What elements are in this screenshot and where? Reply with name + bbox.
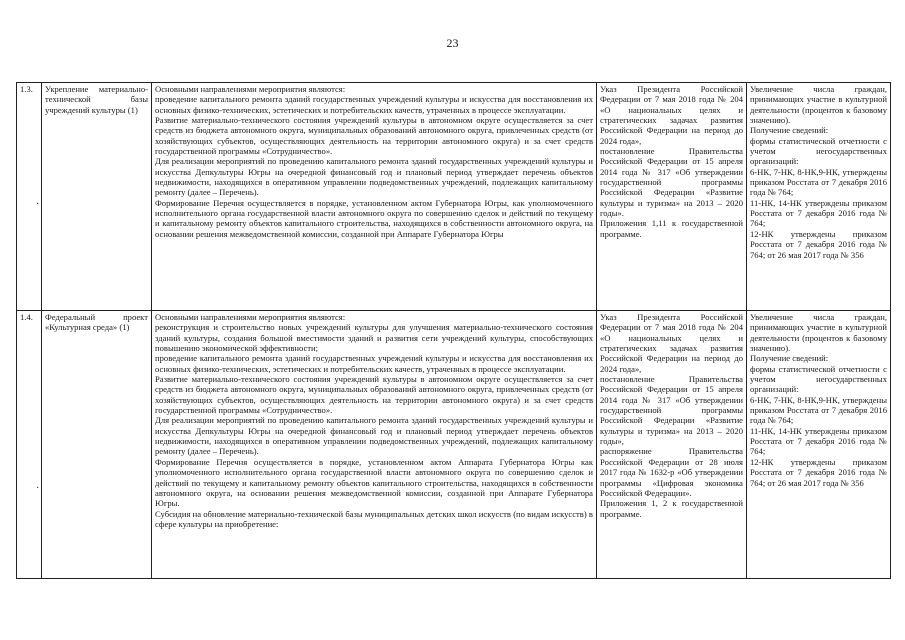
row-number: 1.4. — [17, 311, 42, 579]
measure-name: Федеральный проект «Культурная среда» (1) — [42, 311, 152, 579]
directions-paragraph: Основными направлениями мероприятия являются: — [155, 312, 346, 322]
indicator-paragraph: формы статистической отчетности с учетом негосударственных организаций: — [750, 363, 887, 395]
indicator-paragraph: 11-НК, 14-НК утверждены приказом Росстата от 7 декабря 2016 года № 764; — [750, 197, 887, 229]
document-paragraph: постановление Правительства Российской Федерации от 15 апреля 2014 года № 317 «Об утверждении государственной программы Российской Федерации «Развитие культуры и туризма» на 2013 – 2020 годы», — [600, 374, 743, 447]
directions-paragraph: Развитие материально-технического состояния учреждений культуры в автономном округе осуществляется за счет средств из бюджета автономного округа, муниципальных образований автономного округа, привлеченных средств (от хозяйствующих субъектов, осуществляющих деятельность на территории автономного округа) и за счет средств государственной программы «Сотрудничество». — [155, 115, 593, 157]
directions-paragraph: реконструкция и строительство новых учреждений культуры для улучшения материально-технического состояния зданий культуры, создания большой вместимости зданий и развития сети учреждений культуры, способствующих повышению экономической эффективности; — [155, 322, 593, 354]
indicator-paragraph: Получение сведений: — [750, 125, 829, 136]
directions-paragraph: Развитие материально-технического состояния учреждений культуры в автономном округе осуществляется за счет средств из бюджета автономного округа, муниципальных образований автономного округа, привлеченных средств (от хозяйствующих субъектов, осуществляющих деятельность на территории автономного округа) и за счет средств государственной программы «Сотрудничество». — [155, 374, 593, 416]
page-number: 23 — [446, 36, 459, 50]
directions-paragraph: проведение капитального ремонта зданий государственных учреждений культуры и искусства для восстановления их основных физико-технических, эстетических и потребительских качеств, утраченных в процессе эксплуатации. — [155, 353, 593, 374]
directions-paragraph: Для реализации мероприятий по проведению капитального ремонта зданий государственных учреждений культуры и искусства Депкультуры Югры на очередной финансовый год и плановый период утверждает перечень объектов недвижимости, находящихся в оперативном управлении подведомственных учреждений, подлежащих капитальному ремонту (далее – Перечень). — [155, 415, 593, 457]
scan-speck: · — [36, 199, 40, 210]
measure-directions — [152, 311, 597, 579]
document-paragraph: постановление Правительства Российской Федерации от 15 апреля 2014 года № 317 «Об утверждении государственной программы Российской Федерации «Развитие культуры и туризма» на 2013 – 2020 годы». — [600, 146, 743, 219]
table-row — [17, 83, 891, 311]
indicator-paragraph: 11-НК, 14-НК утверждены приказом Росстата от 7 декабря 2016 года № 764; — [750, 425, 887, 457]
indicator-paragraph: Увеличение числа граждан, принимающих участие в культурной деятельности (процентов к базовому значению). — [750, 312, 887, 354]
table-row — [17, 311, 891, 579]
document-paragraph: распоряжение Правительства Российской Федерации от 28 июля 2017 года № 1632-р «Об утверждении программы «Цифровая экономика Российской Федерации». — [600, 446, 743, 498]
indicator-paragraph: 6-НК, 7-НК, 8-НК,9-НК, утверждены приказом Росстата от 7 декабря 2016 года № 764; — [750, 394, 887, 426]
measures-table — [16, 82, 891, 579]
indicator-paragraph: Увеличение числа граждан, принимающих участие в культурной деятельности (процентов к базовому значению). — [750, 84, 887, 126]
document-paragraph: Приложения 1, 2 к государственной программе. — [600, 498, 743, 519]
indicators — [747, 311, 891, 579]
document-paragraph: Указ Президента Российской Федерации от 7 мая 2018 года № 204 «О национальных целях и стратегических задачах развития Российской Федерации на период до 2024 года», — [600, 84, 743, 146]
legal-documents — [597, 83, 747, 311]
indicator-paragraph: 12-НК утверждены приказом Росстата от 7 декабря 2016 года № 764; от 26 мая 2017 года № 356 — [750, 228, 887, 260]
directions-paragraph: Для реализации мероприятий по проведению капитального ремонта зданий государственных учреждений культуры и искусства Депкультуры Югры на очередной финансовый год и плановый период утверждает перечень объектов недвижимости, находящихся в оперативном управлении подведомственных учреждений, подлежащих капитальному ремонту (далее – Перечень). — [155, 156, 593, 198]
directions-paragraph: проведение капитального ремонта зданий государственных учреждений культуры и искусства для восстановления их основных физико-технических, эстетических и потребительских качеств, утраченных в процессе эксплуатации. — [155, 94, 593, 115]
measure-name: Укрепление материально-технической базы учреждений культуры (1) — [42, 83, 152, 311]
indicator-paragraph: 6-НК, 7-НК, 8-НК,9-НК, утверждены приказом Росстата от 7 декабря 2016 года № 764; — [750, 166, 887, 198]
document-paragraph: Приложения 1,11 к государственной программе. — [600, 218, 743, 239]
directions-paragraph: Субсидия на обновление материально-технической базы муниципальных детских школ искусств (по видам искусств) в сфере культуры на приобретение: — [155, 508, 593, 529]
legal-documents — [597, 311, 747, 579]
measure-directions — [152, 83, 597, 311]
directions-paragraph: Формирование Перечня осуществляется в порядке, установленном актом Аппарата Губернатора Югры как уполномоченного исполнительного органа государственной власти автономного округа по совершению сделок и действий по текущему и капитальному ремонту объектов капитального строительства, находящихся в собственности автономного округа, на основании решения межведомственной комиссии, созданной при Аппарате Губернатора Югры. — [155, 456, 593, 509]
directions-paragraph: Основными направлениями мероприятия являются: — [155, 84, 346, 94]
indicator-paragraph: формы статистической отчетности с учетом негосударственных организаций: — [750, 135, 887, 167]
document-paragraph: Указ Президента Российской Федерации от 7 мая 2018 года № 204 «О национальных целях и стратегических задачах развития Российской Федерации на период до 2024 года», — [600, 312, 743, 374]
indicators — [747, 83, 891, 311]
scan-speck: · — [36, 483, 40, 494]
directions-paragraph: Формирование Перечня осуществляется в порядке, установленном актом Губернатора Югры, как уполномоченного исполнительного органа государственной власти автономного округа по совершению сделок и действий по текущему и капитальному ремонту объектов капитального строительства, находящихся в собственности автономного округа, на основании решения межведомственной комиссии, созданной при Аппарате Губернатора Югры — [155, 197, 593, 239]
indicator-paragraph: Получение сведений: — [750, 353, 829, 364]
row-number: 1.3. — [17, 83, 42, 311]
indicator-paragraph: 12-НК утверждены приказом Росстата от 7 декабря 2016 года № 764; от 26 мая 2017 года № 356 — [750, 456, 887, 488]
